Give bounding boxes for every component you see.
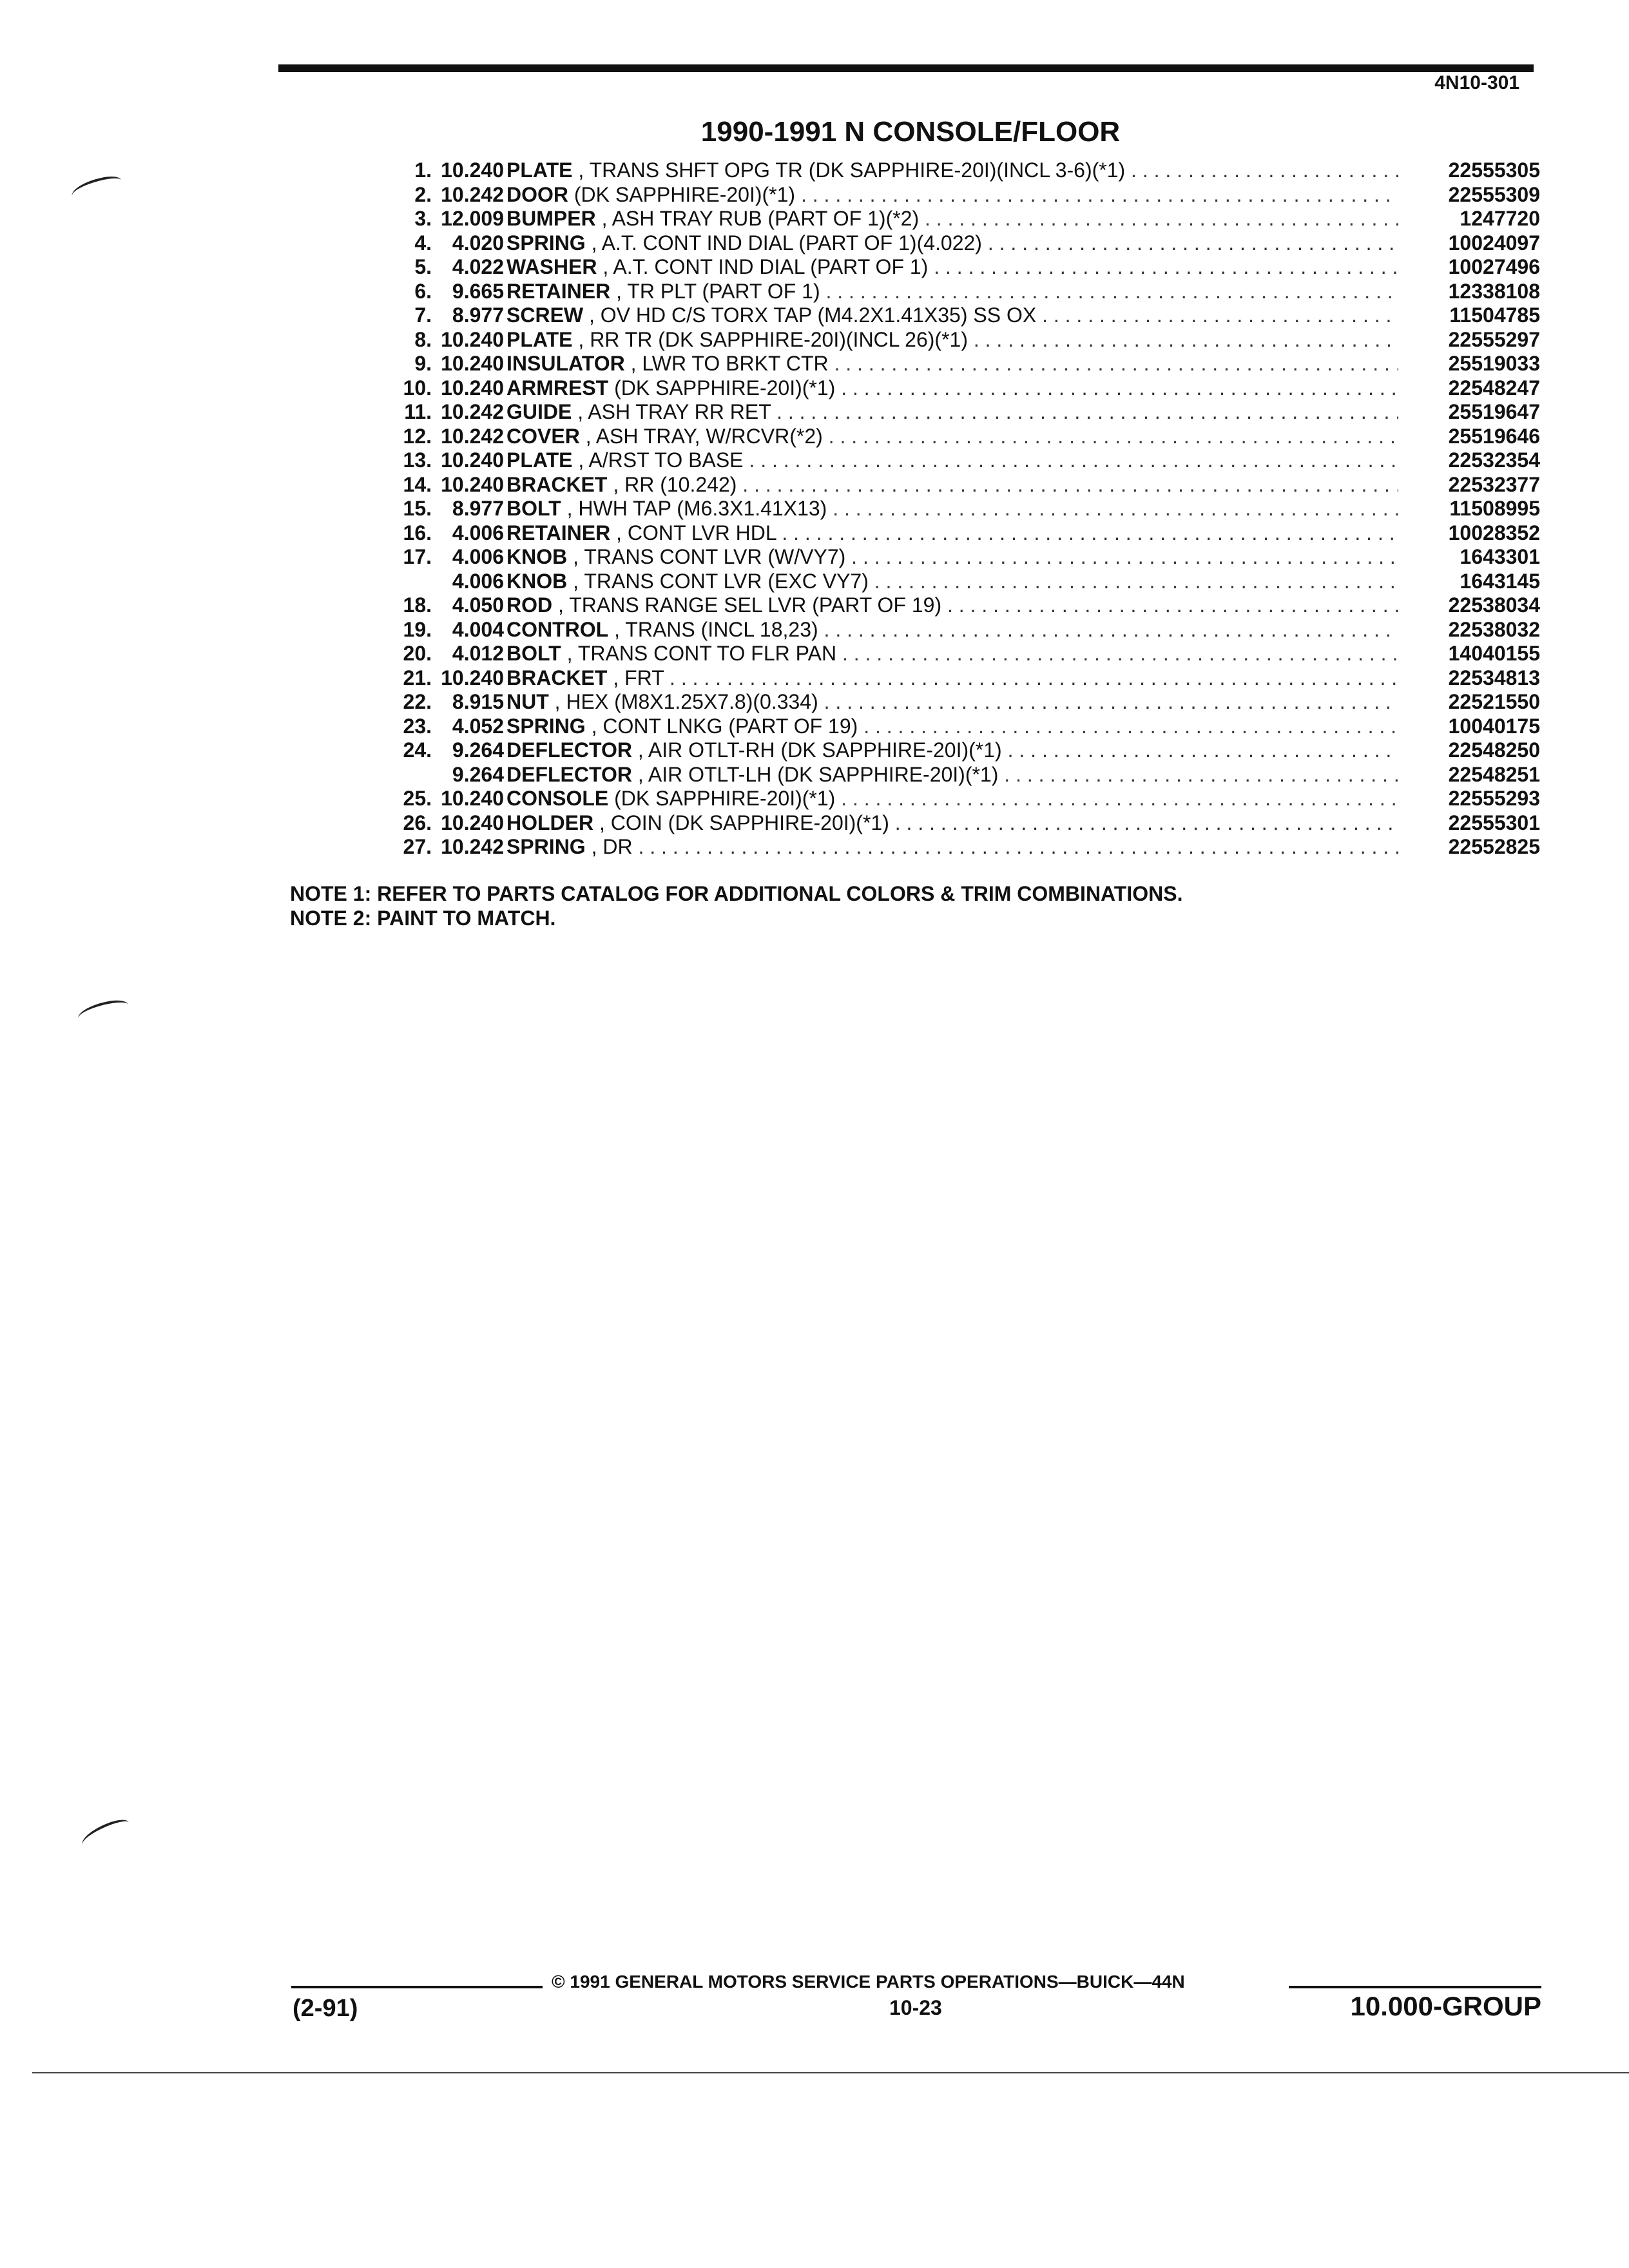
group-number: 9.264 xyxy=(452,738,504,762)
part-name: SPRING xyxy=(506,835,586,858)
part-row xyxy=(316,303,1540,328)
part-detail: , A/RST TO BASE xyxy=(578,448,744,472)
part-detail: , TRANS CONT TO FLR PAN xyxy=(566,642,837,665)
item-number: 5. xyxy=(414,255,432,278)
part-detail: , TRANS CONT LVR (W/VY7) xyxy=(573,545,846,568)
item-number: 14. xyxy=(403,472,432,496)
part-description xyxy=(506,593,1398,618)
part-name: DEFLECTOR xyxy=(506,738,632,762)
group-number: 10.240 xyxy=(441,787,504,810)
part-name: INSULATOR xyxy=(506,352,625,375)
part-description xyxy=(506,642,1398,666)
item-number: 10. xyxy=(403,376,432,399)
group-number: 9.264 xyxy=(452,762,504,786)
part-detail: , CONT LVR HDL xyxy=(616,521,776,544)
part-number: 1643145 xyxy=(1460,569,1540,593)
group-number: 4.050 xyxy=(452,593,504,617)
part-number: 22555293 xyxy=(1448,787,1540,810)
part-row xyxy=(316,255,1540,280)
part-description xyxy=(506,715,1398,739)
item-number: 9. xyxy=(414,352,432,375)
part-number: 1643301 xyxy=(1460,545,1540,568)
part-description xyxy=(506,352,1398,376)
part-number: 10024097 xyxy=(1448,231,1540,255)
part-row xyxy=(316,763,1540,787)
part-row xyxy=(316,231,1540,256)
part-detail: , TRANS RANGE SEL LVR (PART OF 19) xyxy=(558,593,942,617)
part-number: 1247720 xyxy=(1460,207,1540,230)
part-detail: , ASH TRAY RUB (PART OF 1)(*2) xyxy=(601,207,920,230)
group-number: 9.665 xyxy=(452,279,504,303)
part-row xyxy=(316,715,1540,739)
group-number: 12.009 xyxy=(441,207,504,230)
page-number: 10-23 xyxy=(889,1996,942,2019)
part-description xyxy=(506,738,1398,763)
part-detail: , TR PLT (PART OF 1) xyxy=(616,279,820,303)
item-number: 27. xyxy=(403,835,432,858)
group-number: 4.004 xyxy=(452,617,504,641)
part-description xyxy=(506,763,1398,787)
part-description xyxy=(506,666,1398,691)
part-name: NUT xyxy=(506,690,549,713)
part-name: RETAINER xyxy=(506,521,611,544)
part-name: ROD xyxy=(506,593,553,617)
page-title xyxy=(0,116,1629,148)
group-number: 10.240 xyxy=(441,159,504,182)
item-number: 21. xyxy=(403,666,432,689)
part-name: KNOB xyxy=(506,569,568,593)
part-number: 22538032 xyxy=(1448,617,1540,641)
item-number: 1. xyxy=(414,159,432,182)
group-number: 10.240 xyxy=(441,472,504,496)
note-2: NOTE 2: PAINT TO MATCH. xyxy=(290,907,556,930)
notes xyxy=(290,881,1182,930)
group-number: 10.242 xyxy=(441,182,504,206)
part-description xyxy=(506,835,1398,860)
part-detail: , A.T. CONT IND DIAL (PART OF 1) xyxy=(602,255,929,278)
part-detail: , OV HD C/S TORX TAP (M4.2X1.41X35) SS OX xyxy=(589,303,1037,327)
binder-hole-mark xyxy=(70,173,124,204)
part-detail: , TRANS CONT LVR (EXC VY7) xyxy=(573,569,869,593)
page-code: 4N10-301 xyxy=(1434,72,1519,93)
part-number: 22552825 xyxy=(1448,835,1540,858)
part-detail: , AIR OTLT-LH (DK SAPPHIRE-20I)(*1) xyxy=(637,762,999,786)
part-name: HOLDER xyxy=(506,811,594,834)
part-row xyxy=(316,376,1540,401)
part-number: 25519647 xyxy=(1448,400,1540,423)
part-description xyxy=(506,425,1398,449)
part-row xyxy=(316,448,1540,473)
part-description xyxy=(506,497,1398,521)
parts-list xyxy=(316,159,1540,860)
part-name: PLATE xyxy=(506,448,573,472)
item-number: 17. xyxy=(403,545,432,568)
group-number: 10.240 xyxy=(441,327,504,351)
header-rule xyxy=(278,64,1534,72)
part-name: WASHER xyxy=(506,255,597,278)
part-description xyxy=(506,328,1398,352)
part-description xyxy=(506,280,1398,304)
footer-rule-right xyxy=(1289,1986,1541,1988)
part-name: BOLT xyxy=(506,642,561,665)
part-row xyxy=(316,207,1540,231)
part-number: 22521550 xyxy=(1448,690,1540,713)
part-detail: , RR TR (DK SAPPHIRE-20I)(INCL 26)(*1) xyxy=(578,327,968,351)
part-row xyxy=(316,593,1540,618)
item-number: 3. xyxy=(414,207,432,230)
part-number: 22555309 xyxy=(1448,182,1540,206)
part-detail: (DK SAPPHIRE-20I)(*1) xyxy=(574,182,796,206)
group-number: 10.240 xyxy=(441,352,504,375)
part-number: 10027496 xyxy=(1448,255,1540,278)
part-row xyxy=(316,425,1540,449)
item-number: 8. xyxy=(414,327,432,351)
part-row xyxy=(316,811,1540,836)
item-number: 23. xyxy=(403,714,432,738)
part-detail: , RR (10.242) xyxy=(613,472,737,496)
part-name: CONSOLE xyxy=(506,787,609,810)
part-description xyxy=(506,521,1398,546)
part-detail: , HWH TAP (M6.3X1.41X13) xyxy=(566,497,827,520)
item-number: 11. xyxy=(404,400,432,423)
part-number: 22538034 xyxy=(1448,593,1540,617)
part-row xyxy=(316,545,1540,570)
group-number: 10.240 xyxy=(441,666,504,689)
group-number: 10.240 xyxy=(441,811,504,834)
part-name: ARMREST xyxy=(506,376,609,399)
part-number: 22548247 xyxy=(1448,376,1540,399)
group-number: 4.052 xyxy=(452,714,504,738)
item-number: 13. xyxy=(403,448,432,472)
part-detail: , HEX (M8X1.25X7.8)(0.334) xyxy=(554,690,818,713)
part-detail: (DK SAPPHIRE-20I)(*1) xyxy=(614,787,836,810)
part-name: SPRING xyxy=(506,231,586,255)
group-number: 10.240 xyxy=(441,448,504,472)
part-number: 22534813 xyxy=(1448,666,1540,689)
part-description xyxy=(506,303,1398,328)
part-row xyxy=(316,473,1540,497)
part-number: 22555301 xyxy=(1448,811,1540,834)
part-row xyxy=(316,497,1540,521)
part-detail: , ASH TRAY RR RET xyxy=(577,400,771,423)
part-name: BRACKET xyxy=(506,472,608,496)
part-description xyxy=(506,545,1398,570)
part-description xyxy=(506,255,1398,280)
item-number: 15. xyxy=(403,497,432,520)
part-row xyxy=(316,280,1540,304)
part-row xyxy=(316,642,1540,666)
part-detail: , TRANS (INCL 18,23) xyxy=(614,617,818,641)
page-title-text: 1990-1991 N CONSOLE/FLOOR xyxy=(700,116,1121,148)
part-detail: (DK SAPPHIRE-20I)(*1) xyxy=(614,376,836,399)
part-row xyxy=(316,328,1540,352)
part-name: SCREW xyxy=(506,303,584,327)
part-description xyxy=(506,448,1398,473)
item-number: 12. xyxy=(403,424,432,448)
item-number: 6. xyxy=(414,279,432,303)
part-row xyxy=(316,690,1540,715)
group-number: 8.915 xyxy=(452,690,504,713)
part-number: 22555297 xyxy=(1448,327,1540,351)
part-detail: , TRANS SHFT OPG TR (DK SAPPHIRE-20I)(INCL 3-6)(*1) xyxy=(578,159,1126,182)
footer-rule-left xyxy=(291,1986,543,1988)
item-number: 22. xyxy=(403,690,432,713)
copyright-notice: © 1991 GENERAL MOTORS SERVICE PARTS OPERATIONS—BUICK—44N xyxy=(552,1972,1185,1992)
binder-hole-mark xyxy=(79,1816,133,1852)
part-number: 12338108 xyxy=(1448,279,1540,303)
part-number: 11508995 xyxy=(1449,497,1540,520)
item-number: 26. xyxy=(403,811,432,834)
part-row xyxy=(316,835,1540,860)
part-detail: , A.T. CONT IND DIAL (PART OF 1)(4.022) xyxy=(591,231,982,255)
part-description xyxy=(506,787,1398,811)
part-name: CONTROL xyxy=(506,617,609,641)
page-bottom-rule xyxy=(32,2072,1629,2073)
item-number: 25. xyxy=(403,787,432,810)
part-number: 14040155 xyxy=(1448,642,1540,665)
part-description xyxy=(506,183,1398,207)
part-name: BOLT xyxy=(506,497,561,520)
part-number: 10028352 xyxy=(1448,521,1540,544)
part-number: 22532377 xyxy=(1448,472,1540,496)
part-description xyxy=(506,376,1398,401)
part-row xyxy=(316,738,1540,763)
group-number: 4.006 xyxy=(452,545,504,568)
part-number: 11504785 xyxy=(1449,303,1540,327)
part-description xyxy=(506,618,1398,642)
part-description xyxy=(506,690,1398,715)
part-name: RETAINER xyxy=(506,279,611,303)
part-description xyxy=(506,231,1398,256)
part-description xyxy=(506,811,1398,836)
part-description xyxy=(506,207,1398,231)
group-number: 4.020 xyxy=(452,231,504,255)
group-number: 10.242 xyxy=(441,424,504,448)
part-detail: , ASH TRAY, W/RCVR(*2) xyxy=(585,424,823,448)
part-detail: , AIR OTLT-RH (DK SAPPHIRE-20I)(*1) xyxy=(637,738,1002,762)
part-number: 10040175 xyxy=(1448,714,1540,738)
part-name: PLATE xyxy=(506,159,573,182)
part-detail: , FRT xyxy=(613,666,664,689)
part-detail: , LWR TO BRKT CTR xyxy=(630,352,829,375)
group-number: 4.022 xyxy=(452,255,504,278)
item-number: 2. xyxy=(414,182,432,206)
part-number: 25519033 xyxy=(1448,352,1540,375)
group-number: 8.977 xyxy=(452,497,504,520)
part-number: 25519646 xyxy=(1448,424,1540,448)
part-number: 22555305 xyxy=(1448,159,1540,182)
part-number: 22548250 xyxy=(1448,738,1540,762)
revision-date: (2-91) xyxy=(293,1995,358,2022)
part-name: DEFLECTOR xyxy=(506,762,632,786)
item-number: 20. xyxy=(403,642,432,665)
item-number: 18. xyxy=(403,593,432,617)
part-name: GUIDE xyxy=(506,400,572,423)
part-row xyxy=(316,570,1540,594)
group-number: 4.006 xyxy=(452,521,504,544)
part-description xyxy=(506,159,1398,183)
part-row xyxy=(316,618,1540,642)
group-number: 10.242 xyxy=(441,835,504,858)
part-row xyxy=(316,183,1540,207)
part-detail: , CONT LNKG (PART OF 19) xyxy=(591,714,858,738)
binder-hole-mark xyxy=(76,997,130,1026)
part-name: KNOB xyxy=(506,545,568,568)
group-number: 4.006 xyxy=(452,569,504,593)
part-detail: , COIN (DK SAPPHIRE-20I)(*1) xyxy=(599,811,889,834)
part-row xyxy=(316,521,1540,546)
part-description xyxy=(506,473,1398,497)
item-number: 7. xyxy=(414,303,432,327)
part-description xyxy=(506,400,1398,425)
part-name: DOOR xyxy=(506,182,568,206)
part-row xyxy=(316,787,1540,811)
note-1: NOTE 1: REFER TO PARTS CATALOG FOR ADDITIONAL COLORS & TRIM COMBINATIONS. xyxy=(290,882,1183,905)
group-number: 4.012 xyxy=(452,642,504,665)
part-row xyxy=(316,400,1540,425)
part-row xyxy=(316,666,1540,691)
group-label: 10.000-GROUP xyxy=(1350,1991,1541,2021)
part-row xyxy=(316,159,1540,183)
item-number: 16. xyxy=(403,521,432,544)
part-number: 22532354 xyxy=(1448,448,1540,472)
part-name: SPRING xyxy=(506,714,586,738)
group-number: 8.977 xyxy=(452,303,504,327)
part-number: 22548251 xyxy=(1448,762,1540,786)
part-detail: , DR xyxy=(591,835,633,858)
part-name: COVER xyxy=(506,424,580,448)
item-number: 19. xyxy=(403,617,432,641)
part-name: PLATE xyxy=(506,327,573,351)
item-number: 4. xyxy=(414,231,432,255)
part-name: BRACKET xyxy=(506,666,608,689)
part-description xyxy=(506,570,1398,594)
item-number: 24. xyxy=(403,738,432,762)
group-number: 10.242 xyxy=(441,400,504,423)
group-number: 10.240 xyxy=(441,376,504,399)
part-row xyxy=(316,352,1540,376)
part-name: BUMPER xyxy=(506,207,596,230)
